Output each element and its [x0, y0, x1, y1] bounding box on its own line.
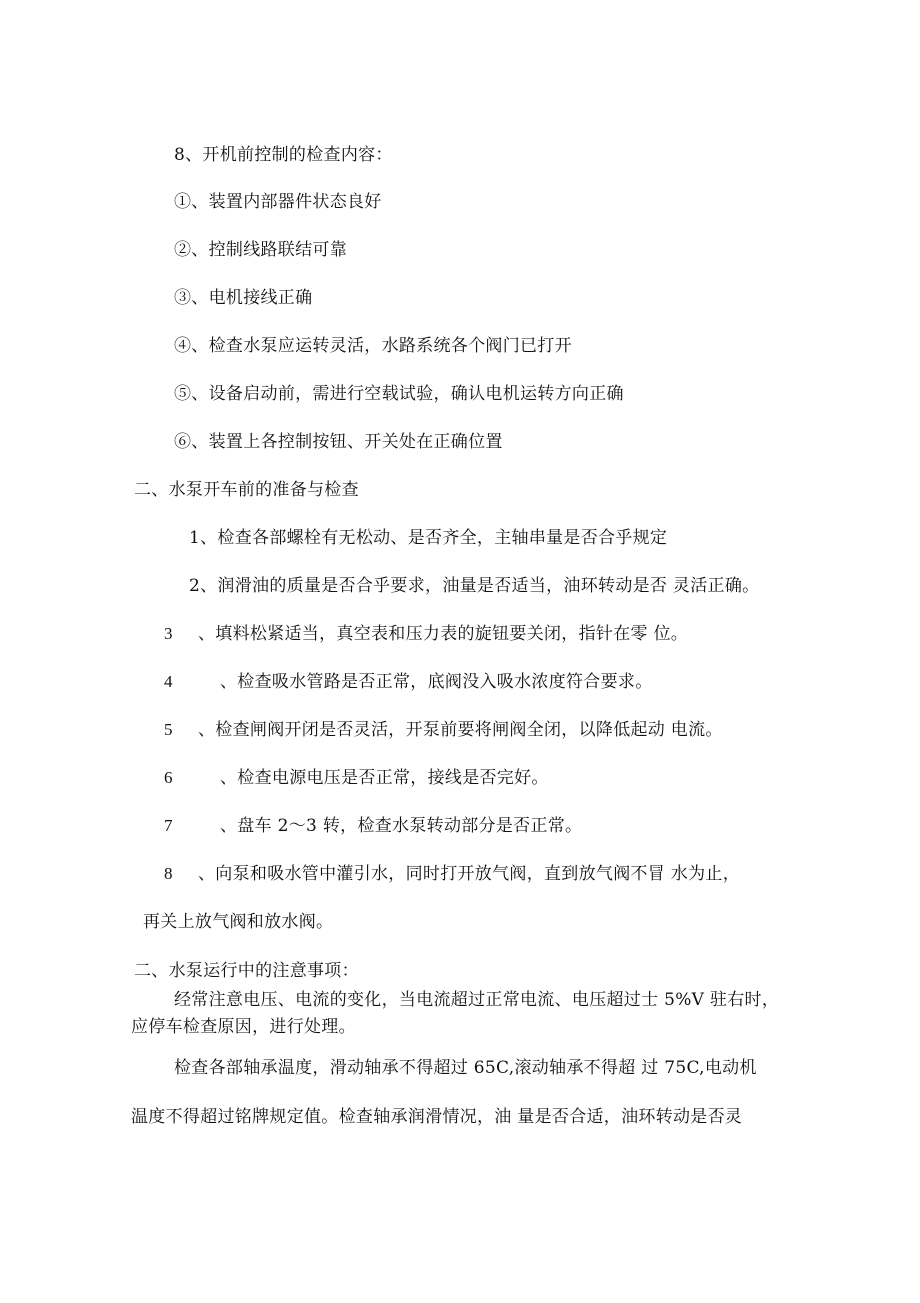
running-heading: 二、水泵运行中的注意事项：: [134, 961, 359, 981]
pump-prep-item-8-continuation: 再关上放气阀和放水阀。: [143, 912, 334, 932]
prestart-item-4: ④、检查水泵应运转灵活，水路系统各个阀门已打开: [174, 336, 572, 356]
pump-prep-item-7-number: 7: [164, 816, 173, 835]
pump-prep-item-4-number: 4: [164, 672, 173, 691]
pump-prep-item-3-number: 3: [164, 624, 173, 643]
prestart-item-1: ①、装置内部器件状态良好: [174, 192, 382, 212]
pump-prep-item-3-text: 、填料松紧适当，真空表和压力表的旋钮要关闭，指针在零 位。: [198, 624, 689, 644]
running-para2-line1: 检查各部轴承温度，滑动轴承不得超过 65C,滚动轴承不得超 过 75C,电动机: [174, 1058, 757, 1078]
pump-prep-item-2: 2、润滑油的质量是否合乎要求，油量是否适当，油环转动是否 灵活正确。: [189, 576, 760, 596]
pump-prep-item-4-text: 、检查吸水管路是否正常，底阀没入吸水浓度符合要求。: [220, 672, 653, 692]
pump-prep-item-5-number: 5: [164, 720, 173, 739]
pump-prep-item-8-text: 、向泵和吸水管中灌引水，同时打开放气阀，直到放气阀不冒 水为止，: [198, 864, 741, 884]
pump-prep-item-8-number: 8: [164, 864, 173, 883]
running-para1-line1: 经常注意电压、电流的变化，当电流超过正常电流、电压超过士 5%V 驻右时，: [174, 990, 780, 1010]
pump-prep-item-5-text: 、检查闸阀开闭是否灵活，开泵前要将闸阀全闭，以降低起动 电流。: [198, 720, 723, 740]
pump-prep-item-7-text: 、盘车 2～3 转，检查水泵转动部分是否正常。: [220, 816, 583, 836]
prestart-item-3: ③、电机接线正确: [174, 288, 313, 308]
pump-prep-item-6-text: 、检查电源电压是否正常，接线是否完好。: [220, 768, 549, 788]
pump-prep-heading: 二、水泵开车前的准备与检查: [134, 480, 359, 500]
pump-prep-item-1: 1、检查各部螺栓有无松动、是否齐全，主轴串量是否合乎规定: [189, 528, 668, 548]
prestart-item-2: ②、控制线路联结可靠: [174, 240, 347, 260]
running-para1-line2: 应停车检查原因，进行处理。: [131, 1017, 356, 1037]
prestart-heading: 8、开机前控制的检查内容：: [174, 145, 393, 165]
running-para2-line2: 温度不得超过铭牌规定值。检查轴承润滑情况，油 量是否合适，油环转动是否灵: [131, 1107, 743, 1127]
prestart-item-5: ⑤、设备启动前，需进行空载试验，确认电机运转方向正确: [174, 384, 624, 404]
prestart-item-6: ⑥、装置上各控制按钮、开关处在正确位置: [174, 432, 503, 452]
pump-prep-item-6-number: 6: [164, 768, 173, 787]
